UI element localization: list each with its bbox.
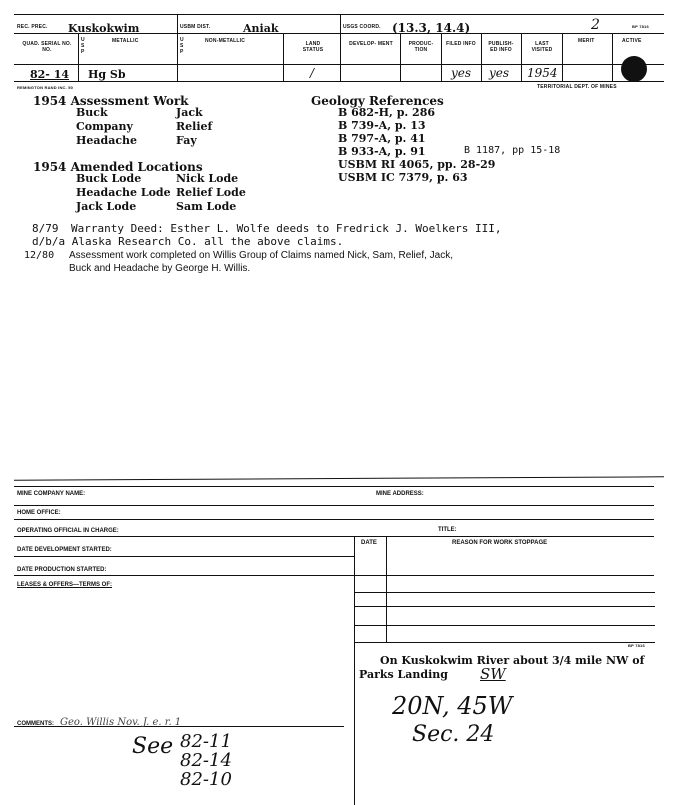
- punch-hole-dot: [621, 56, 647, 82]
- col-last-visited: LAST VISITED: [531, 41, 553, 53]
- note-cont: d/b/a Alaska Research Co. all the above claims.: [32, 235, 344, 248]
- amended-lode: Sam Lode: [176, 200, 237, 213]
- usbm-dist-label: USBM DIST.: [180, 24, 211, 30]
- geology-extra-ref: B 1187, pp 15-18: [464, 145, 561, 156]
- assessment-item: Headache: [76, 134, 138, 147]
- assessment-title: 1954 Assessment Work: [33, 94, 189, 108]
- note-cont: Buck and Headache by George H. Willis.: [69, 263, 251, 274]
- location-hw-section: Sec. 24: [412, 722, 495, 747]
- corner-mark: 2: [591, 17, 600, 33]
- assessment-col1: [76, 106, 137, 148]
- col-usp-metallic: U S P: [81, 37, 85, 55]
- mine-company-name-label: MINE COMPANY NAME:: [17, 491, 86, 497]
- rec-prec-label: REC. PREC.: [17, 24, 48, 30]
- assessment-item: Buck: [76, 106, 108, 119]
- operating-official-label: OPERATING OFFICIAL IN CHARGE:: [17, 528, 119, 534]
- assessment-item: Jack: [176, 106, 203, 119]
- row-last-visited: 1954: [527, 66, 558, 80]
- comments-handwritten: Geo. Willis Nov. J. e. r. 1: [60, 717, 182, 728]
- usbm-dist-value: Aniak: [243, 22, 279, 35]
- col-nonmetallic: NON-METALLIC: [205, 38, 246, 44]
- geology-ref: B 739-A, p. 13: [338, 119, 426, 132]
- note-date: 12/80: [24, 250, 55, 261]
- col-production: PRODUC- TION: [408, 41, 434, 53]
- col-quad-serial: QUAD. SERIAL NO. NO.: [22, 41, 72, 53]
- location-line1: On Kuskokwim River about 3/4 mile NW of: [380, 654, 645, 667]
- amended-lode: Jack Lode: [76, 200, 137, 213]
- reason-label: REASON FOR WORK STOPPAGE: [452, 540, 548, 546]
- date-label: DATE: [361, 540, 377, 546]
- col-active: ACTIVE: [622, 38, 642, 44]
- amended-right: [176, 172, 246, 214]
- row-quad-serial: 82- 14: [30, 68, 70, 81]
- col-land-status: LAND STATUS: [302, 41, 324, 53]
- home-office-label: HOME OFFICE:: [17, 510, 61, 516]
- comments-see: See: [132, 734, 174, 759]
- col-filed-info: FILED INFO: [446, 41, 476, 47]
- location-line2: Parks Landing: [359, 668, 448, 681]
- row-filed-info: yes: [451, 66, 472, 80]
- col-development: DEVELOP- MENT: [349, 41, 393, 47]
- geology-ref: B 933-A, p. 91: [338, 145, 426, 158]
- date-prod-started-label: DATE PRODUCTION STARTED:: [17, 567, 107, 573]
- usgs-coord-label: USGS COORD.: [343, 24, 381, 30]
- assessment-item: Relief: [176, 120, 213, 133]
- amended-lode: Headache Lode: [76, 186, 171, 199]
- location-hw-township: 20N, 45W: [392, 692, 513, 720]
- leases-label: LEASES & OFFERS—TERMS OF:: [17, 582, 113, 588]
- note-date: 8/79: [32, 222, 59, 235]
- usgs-coord-value: (13.3, 14.4): [392, 21, 471, 35]
- comments-label: COMMENTS:: [17, 721, 54, 727]
- geology-title: Geology References: [311, 94, 444, 108]
- row-published-info: yes: [489, 66, 510, 80]
- col-usp-nonmetallic: U S P: [180, 37, 184, 55]
- assessment-item: Company: [76, 120, 133, 133]
- comment-ref: 82-11: [180, 731, 232, 752]
- comment-ref: 82-14: [180, 750, 232, 771]
- assessment-item: Fay: [176, 134, 197, 147]
- form-number-2: BP 7816: [628, 643, 645, 648]
- comment-ref: 82-10: [180, 769, 232, 790]
- geology-ref: USBM RI 4065, pp. 28-29: [338, 158, 496, 171]
- geology-ref: B 682-H, p. 286: [338, 106, 436, 119]
- geology-ref: B 797-A, p. 41: [338, 132, 426, 145]
- note-text: Assessment work completed on Willis Group of Claims named Nick, Sam, Relief, Jack,: [69, 250, 454, 261]
- assessment-col2: [176, 106, 212, 148]
- printer-line: REMINGTON RAND INC. 50: [17, 85, 74, 90]
- title-label: TITLE:: [438, 527, 457, 533]
- rec-prec-value: Kuskokwim: [68, 22, 140, 35]
- col-metallic: METALLIC: [112, 38, 139, 44]
- comments-refs: [180, 732, 232, 789]
- row-metallic: Hg Sb: [88, 68, 126, 81]
- amended-lode: Buck Lode: [76, 172, 142, 185]
- col-published-info: PUBLISH- ED INFO: [488, 41, 514, 53]
- amended-lode: Nick Lode: [176, 172, 239, 185]
- note-text: Warranty Deed: Esther L. Wolfe deeds to Fredrick J. Woelkers III,: [71, 222, 502, 235]
- territorial-dept: TERRITORIAL DEPT. OF MINES: [537, 84, 617, 90]
- mine-address-label: MINE ADDRESS:: [376, 491, 424, 497]
- row-land-status: /: [310, 66, 315, 80]
- geology-ref: USBM IC 7379, p. 63: [338, 171, 468, 184]
- col-merit: MERIT: [578, 38, 595, 44]
- amended-left: [76, 172, 171, 214]
- form-number: BP 7816: [632, 24, 649, 29]
- amended-title: 1954 Amended Locations: [33, 160, 203, 174]
- amended-lode: Relief Lode: [176, 186, 246, 199]
- location-hw-quarter: SW: [480, 665, 506, 683]
- date-dev-started-label: DATE DEVELOPMENT STARTED:: [17, 547, 112, 553]
